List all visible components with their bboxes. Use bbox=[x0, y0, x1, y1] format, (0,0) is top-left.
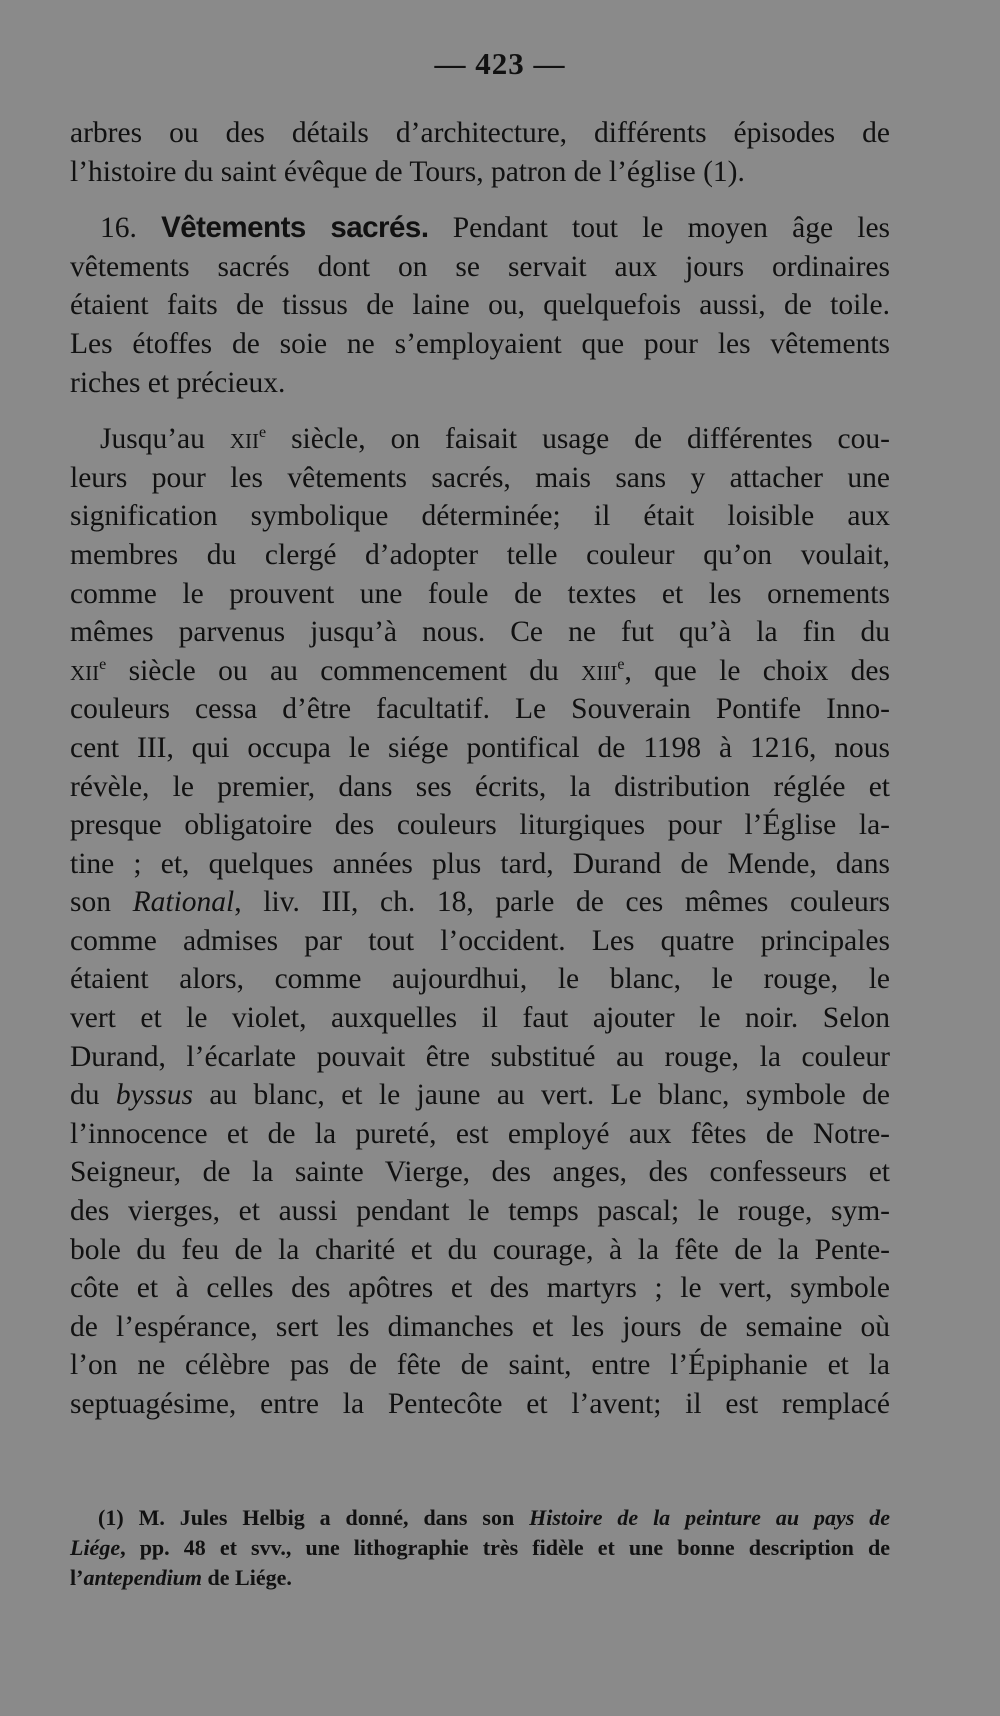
text-line: de l’espérance, sert les dimanches et les jours de semaine où bbox=[70, 1310, 890, 1343]
text-fragment: siècle, on faisait usage de différentes cou- bbox=[266, 423, 890, 456]
text-fragment: du bbox=[70, 1079, 116, 1112]
text-line: membres du clergé d’adopter telle couleur qu’on voulait, bbox=[70, 538, 890, 571]
text-line bbox=[70, 1076, 890, 1115]
footnote bbox=[70, 1503, 890, 1593]
text-line: arbres ou des détails d’architecture, différents épisodes de bbox=[70, 117, 890, 149]
text-fragment: , liv. III, ch. 18, parle de ces mêmes couleurs bbox=[234, 886, 890, 919]
text-line: bole du feu de la charité et du courage, à la fête de la Pente- bbox=[70, 1233, 890, 1266]
century-numeral: xii bbox=[229, 423, 259, 456]
superscript: e bbox=[617, 655, 625, 673]
superscript: e bbox=[99, 655, 107, 673]
footnote-line bbox=[70, 1563, 890, 1593]
text-line: l’on ne célèbre pas de fête de saint, entre l’Épiphanie et la bbox=[70, 1349, 890, 1382]
text-fragment: Jusqu’au bbox=[100, 423, 230, 456]
text-fragment: de Liége. bbox=[202, 1565, 292, 1590]
text-line: l’histoire du saint évêque de Tours, patron de l’église (1). bbox=[70, 155, 745, 188]
text-line: septuagésime, entre la Pentecôte et l’avent; il est remplacé bbox=[70, 1388, 890, 1420]
text-line: vêtements sacrés dont on se servait aux jours ordinaires bbox=[70, 250, 890, 283]
text-line: couleurs cessa d’être facultatif. Le Souverain Pontife Inno- bbox=[70, 693, 890, 726]
text-line: révèle, le premier, dans ses écrits, la distribution réglée et bbox=[70, 770, 890, 803]
italic-term: antependium bbox=[83, 1565, 203, 1590]
text-line: riches et précieux. bbox=[70, 366, 286, 399]
text-fragment: son bbox=[70, 886, 133, 919]
text-fragment: siècle ou au commencement du bbox=[106, 654, 582, 687]
text-line: presque obligatoire des couleurs liturgiques pour l’Église la- bbox=[70, 809, 890, 842]
italic-title: Histoire de la peinture au pays de bbox=[529, 1505, 890, 1530]
text-line: comme le prouvent une foule de textes et les ornements bbox=[70, 577, 890, 610]
text-line bbox=[70, 420, 890, 459]
footnote-line bbox=[70, 1503, 890, 1533]
superscript: e bbox=[259, 424, 267, 442]
text-line: signification symbolique déterminée; il était loisible aux bbox=[70, 500, 890, 533]
century-numeral: xii bbox=[70, 654, 100, 687]
section-heading-line bbox=[70, 209, 890, 248]
text-fragment: , que le choix des bbox=[624, 654, 890, 687]
text-line: Durand, l’écarlate pouvait être substitué au rouge, la couleur bbox=[70, 1040, 890, 1073]
text-line: vert et le violet, auxquelles il faut ajouter le noir. Selon bbox=[70, 1002, 890, 1035]
text-fragment: (1) M. Jules Helbig a donné, dans son bbox=[98, 1505, 530, 1530]
italic-title: Liége bbox=[70, 1535, 121, 1560]
text-line: étaient alors, comme aujourdhui, le blanc, le rouge, le bbox=[70, 963, 890, 996]
section-title: Vêtements sacrés. bbox=[161, 211, 429, 245]
text-line: l’innocence et de la pureté, est employé aux fêtes de Notre- bbox=[70, 1117, 890, 1150]
text-line: mêmes parvenus jusqu’à nous. Ce ne fut qu’à la fin du bbox=[70, 616, 890, 649]
text-line: tine ; et, quelques années plus tard, Durand de Mende, dans bbox=[70, 847, 890, 880]
text-line bbox=[70, 652, 890, 691]
page-number: — 423 — bbox=[434, 46, 566, 81]
text-fragment: , pp. 48 et svv., une lithographie très fidèle et une bonne description de bbox=[120, 1535, 890, 1560]
body-text bbox=[70, 114, 890, 1424]
text-fragment: au blanc, et le jaune au vert. Le blanc, symbole de bbox=[192, 1079, 891, 1112]
text-line bbox=[70, 883, 890, 922]
text-line: Les étoffes de soie ne s’employaient que pour les vêtements bbox=[70, 327, 890, 360]
text-line: leurs pour les vêtements sacrés, mais sans y attacher une bbox=[70, 461, 890, 494]
italic-term: byssus bbox=[115, 1079, 193, 1112]
text-line: étaient faits de tissus de laine ou, quelquefois aussi, de toile. bbox=[70, 289, 890, 322]
footnote-line bbox=[70, 1533, 890, 1563]
text-line: comme admises par tout l’occident. Les quatre principales bbox=[70, 924, 890, 957]
section-number: 16. bbox=[100, 212, 137, 245]
text-line: côte et à celles des apôtres et des martyrs ; le vert, symbole bbox=[70, 1272, 890, 1305]
text-line: Seigneur, de la sainte Vierge, des anges, des confesseurs et bbox=[70, 1156, 890, 1189]
text-fragment: l’ bbox=[70, 1565, 84, 1590]
text-fragment: Pendant tout le moyen âge les bbox=[452, 212, 891, 245]
text-line: cent III, qui occupa le siége pontifical de 1198 à 1216, nous bbox=[70, 731, 890, 764]
century-numeral: xiii bbox=[581, 654, 618, 687]
text-line: des vierges, et aussi pendant le temps pascal; le rouge, sym- bbox=[70, 1195, 890, 1228]
italic-title: Rational bbox=[132, 886, 235, 919]
